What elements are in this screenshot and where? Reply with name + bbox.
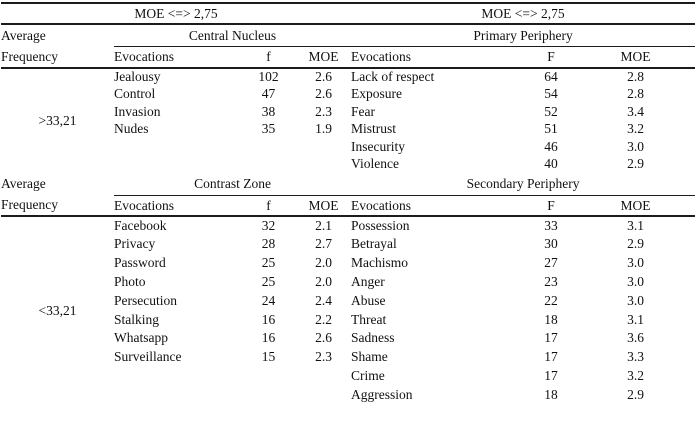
header-moe-right: MOE — [576, 47, 695, 69]
moe-cell: 2.9 — [627, 156, 644, 172]
header-moe-left: MOE — [296, 195, 351, 216]
group-contrast-zone: Contrast Zone — [114, 173, 351, 195]
evocations-table — [1, 2, 695, 404]
frequency-cell: 47 — [261, 86, 276, 102]
evocation-cell: Control — [114, 86, 156, 102]
header-f-right: F — [526, 47, 576, 69]
group-primary-periphery: Primary Periphery — [351, 24, 695, 47]
frequency-cell: 24 — [261, 292, 276, 308]
evocation-cell: Mistrust — [351, 121, 397, 137]
section1-group-row — [1, 24, 695, 47]
evocation-cell: Anger — [351, 274, 385, 290]
frequency-cell: 38 — [261, 103, 276, 119]
moe-cell: 3.2 — [627, 121, 644, 137]
frequency-cell: 18 — [544, 311, 558, 327]
moe-cell — [296, 138, 351, 156]
evocation-cell: Crime — [351, 368, 385, 384]
header-moe-left: MOE — [296, 47, 351, 69]
frequency-cell: 32 — [261, 218, 276, 234]
moe-cell: 2.9 — [627, 236, 644, 252]
moe-cell: 2.3 — [315, 103, 332, 119]
evocation-cell: Persecution — [114, 292, 177, 308]
evocation-cell: Whatsapp — [114, 330, 168, 346]
frequency-cell: 52 — [544, 103, 558, 119]
moe-criterion-row — [1, 3, 695, 24]
frequency-cell: 16 — [261, 330, 276, 346]
section1-frequency-label — [1, 24, 114, 68]
moe-cell: 2.3 — [315, 349, 332, 365]
header-f-right: F — [526, 195, 576, 216]
moe-cell — [296, 156, 351, 174]
moe-cell: 3.0 — [627, 255, 644, 271]
moe-cell: 2.4 — [315, 292, 332, 308]
frequency-cell: 33 — [544, 218, 558, 234]
evocation-cell: Abuse — [351, 292, 386, 308]
frequency-cell — [241, 385, 296, 404]
frequency-cell: 17 — [544, 368, 558, 384]
document-page — [0, 2, 697, 427]
evocation-cell: Privacy — [114, 236, 156, 252]
frequency-cell: 16 — [261, 311, 276, 327]
moe-cell: 3.4 — [627, 103, 644, 119]
moe-cell: 2.6 — [315, 69, 332, 85]
evocation-cell: Aggression — [351, 386, 413, 402]
evocation-cell — [114, 156, 241, 174]
frequency-cell: 25 — [261, 274, 276, 290]
frequency-cell: 102 — [258, 69, 279, 85]
section2-group-row — [1, 173, 695, 195]
moe-cell: 3.1 — [627, 218, 644, 234]
evocation-cell: Betrayal — [351, 236, 397, 252]
header-evocations-left: Evocations — [114, 195, 241, 216]
frequency-cell — [241, 366, 296, 385]
frequency-cell — [241, 156, 296, 174]
evocation-cell: Invasion — [114, 103, 161, 119]
moe-cell: 2.8 — [627, 86, 644, 102]
frequency-cell: 15 — [261, 349, 276, 365]
header-evocations-right: Evocations — [351, 195, 526, 216]
evocation-cell: Photo — [114, 274, 146, 290]
evocation-cell: Jealousy — [114, 69, 161, 85]
frequency-cell: 46 — [544, 138, 558, 154]
moe-cell: 1.9 — [315, 121, 332, 137]
moe-cell: 2.6 — [315, 330, 332, 346]
table-row — [1, 216, 695, 235]
frequency-cell — [241, 138, 296, 156]
moe-cell: 3.1 — [627, 311, 644, 327]
evocation-cell: Nudes — [114, 121, 149, 137]
moe-cell — [296, 366, 351, 385]
evocation-cell: Surveillance — [114, 349, 182, 365]
evocation-cell: Threat — [351, 311, 387, 327]
moe-cell: 3.0 — [627, 138, 644, 154]
moe-cell: 3.0 — [627, 292, 644, 308]
frequency-label-line1: Average — [1, 176, 46, 191]
evocation-cell: Violence — [351, 156, 399, 172]
moe-cell: 3.3 — [627, 349, 644, 365]
frequency-cell: 23 — [544, 274, 558, 290]
evocation-cell: Password — [114, 255, 166, 271]
moe-cell: 2.1 — [315, 218, 332, 234]
frequency-cell: 25 — [261, 255, 276, 271]
evocation-cell: Machismo — [351, 255, 409, 271]
frequency-threshold-low: <33,21 — [38, 302, 77, 318]
moe-criterion-right: MOE <=> 2,75 — [351, 3, 695, 24]
header-evocations-left: Evocations — [114, 47, 241, 69]
evocation-cell: Shame — [351, 349, 388, 365]
evocation-cell — [114, 138, 241, 156]
frequency-label-line1: Average — [1, 28, 46, 43]
moe-cell: 2.0 — [315, 274, 332, 290]
moe-cell: 3.2 — [627, 368, 644, 384]
moe-cell: 2.8 — [627, 69, 644, 85]
frequency-cell: 30 — [544, 236, 558, 252]
evocation-cell: Possession — [351, 218, 410, 234]
frequency-cell: 54 — [544, 86, 558, 102]
moe-cell: 2.7 — [315, 236, 332, 252]
evocation-cell: Facebook — [114, 218, 167, 234]
evocation-cell: Stalking — [114, 311, 160, 327]
group-secondary-periphery: Secondary Periphery — [351, 173, 695, 195]
header-f-left: f — [241, 47, 296, 69]
frequency-cell: 40 — [544, 156, 558, 172]
evocation-cell: Lack of respect — [351, 69, 435, 85]
section2-frequency-label — [1, 173, 114, 216]
evocation-cell: Exposure — [351, 86, 403, 102]
moe-criterion-left: MOE <=> 2,75 — [1, 3, 351, 24]
evocation-cell: Insecurity — [351, 138, 406, 154]
moe-cell: 2.6 — [315, 86, 332, 102]
frequency-cell: 22 — [544, 292, 558, 308]
moe-cell: 2.9 — [627, 386, 644, 402]
table-row — [1, 68, 695, 86]
frequency-cell: 51 — [544, 121, 558, 137]
header-f-left: f — [241, 195, 296, 216]
frequency-cell: 64 — [544, 69, 558, 85]
moe-cell: 3.6 — [627, 330, 644, 346]
frequency-cell: 17 — [544, 349, 558, 365]
moe-cell: 2.0 — [315, 255, 332, 271]
frequency-cell: 17 — [544, 330, 558, 346]
moe-cell: 3.0 — [627, 274, 644, 290]
frequency-label-line2: Frequency — [1, 197, 58, 212]
frequency-threshold-high: >33,21 — [38, 113, 77, 129]
header-evocations-right: Evocations — [351, 47, 526, 69]
frequency-cell: 18 — [544, 386, 558, 402]
frequency-cell: 35 — [261, 121, 276, 137]
frequency-cell: 28 — [261, 236, 276, 252]
evocation-cell — [114, 366, 241, 385]
evocation-cell: Sadness — [351, 330, 395, 346]
group-central-nucleus: Central Nucleus — [114, 24, 351, 47]
frequency-cell: 27 — [544, 255, 558, 271]
evocation-cell — [114, 385, 241, 404]
moe-cell: 2.2 — [315, 311, 332, 327]
header-moe-right: MOE — [576, 195, 695, 216]
evocation-cell: Fear — [351, 103, 376, 119]
frequency-label-line2: Frequency — [1, 49, 58, 64]
moe-cell — [296, 385, 351, 404]
